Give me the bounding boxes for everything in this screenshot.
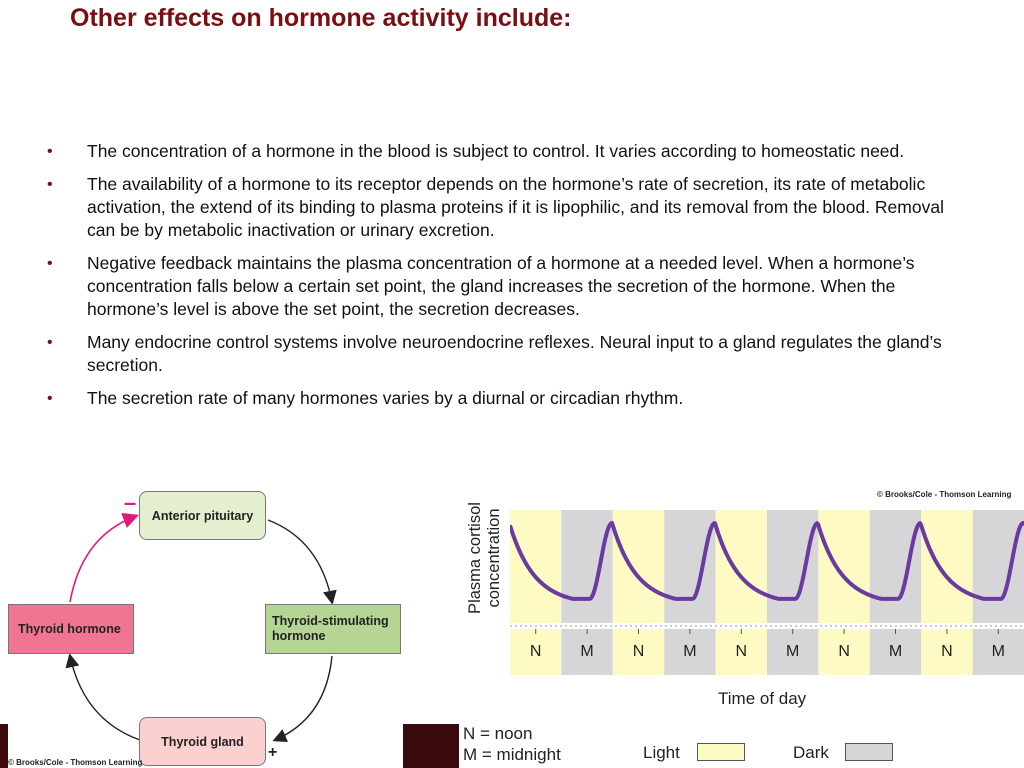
footer-bar-left [0, 724, 8, 768]
chart-credit: © Brooks/Cole - Thomson Learning [877, 490, 1012, 499]
x-tick-label: N [838, 643, 850, 660]
plus-sign: + [268, 744, 278, 761]
bullet-dot-icon: • [47, 143, 53, 160]
bullet-dot-icon: • [47, 390, 53, 407]
plot-band-dark [767, 510, 818, 623]
thyroid-hormone-label: Thyroid hormone [18, 622, 121, 636]
arrow-pituitary-to-tsh [268, 520, 332, 602]
x-tick-label: N [529, 643, 542, 660]
plot-band-light [921, 510, 972, 623]
bullet-item [44, 252, 964, 321]
plot-band-dark [561, 510, 612, 623]
arrow-hormone-to-pituitary [70, 516, 136, 602]
thyroid-gland-box [139, 717, 266, 766]
cortisol-plot [510, 505, 1024, 685]
bullet-text: Many endocrine control systems involve neuroendocrine reflexes. Neural input to a gland regulates the gland’s secretion. [87, 332, 942, 375]
legend-light-label: Light [643, 743, 680, 762]
x-tick-label: M [888, 643, 903, 660]
slide-title: Other effects on hormone activity include: [70, 4, 572, 32]
minus-sign: – [124, 490, 137, 515]
legend-light-swatch [697, 743, 745, 761]
x-tick-label: M [683, 643, 697, 660]
chart-ylabel-line2: concentration [485, 508, 503, 608]
thyroid-hormone-box [8, 604, 134, 654]
bullet-list [44, 140, 964, 420]
bullet-text: The availability of a hormone to its receptor depends on the hormone’s rate of secretion, its rate of metabolic activation, the extend of its binding to plasma proteins if it is lipophilic, and its removal from the blood. Removal can be by metabolic inactivation or urinary excretion. [87, 174, 944, 240]
legend-midnight: M = midnight [463, 745, 561, 764]
plot-band-dark [973, 510, 1024, 623]
x-tick-label: N [941, 643, 953, 660]
x-tick-label: N [735, 643, 748, 660]
plot-band-light [818, 510, 869, 623]
chart-xlabel: Time of day [718, 689, 807, 708]
x-tick-label: M [580, 643, 594, 660]
plot-band-dark [870, 510, 921, 623]
tsh-box [265, 604, 401, 654]
bullet-text: The secretion rate of many hormones varies by a diurnal or circadian rhythm. [87, 388, 684, 408]
bullet-text: The concentration of a hormone in the blood is subject to control. It varies according to homeostatic need. [87, 141, 905, 161]
bullet-item [44, 173, 964, 242]
tsh-label-line2: hormone [272, 629, 326, 643]
arrow-gland-to-hormone [70, 656, 140, 740]
thyroid-gland-label: Thyroid gland [161, 734, 244, 749]
bullet-dot-icon: • [47, 176, 53, 193]
bullet-text: Negative feedback maintains the plasma concentration of a hormone at a needed level. When a hormone’s concentration falls below a certain set point, the gland increases the secretion of the hormone. When the hormone’s level is above the set point, the secretion decreases. [87, 253, 915, 319]
legend-noon: N = noon [463, 724, 533, 743]
chart-ylabel-line1: Plasma cortisol [466, 502, 484, 614]
x-tick-label: M [786, 643, 800, 660]
x-tick-label: M [991, 643, 1005, 660]
tsh-label-line1: Thyroid-stimulating [272, 614, 389, 628]
x-tick-label: N [632, 643, 645, 660]
plot-band-light [613, 510, 664, 623]
plot-band-light [716, 510, 767, 623]
plot-band-dark [664, 510, 715, 623]
bullet-dot-icon: • [47, 255, 53, 272]
anterior-pituitary-label: Anterior pituitary [151, 508, 254, 523]
bullet-item [44, 331, 964, 377]
legend-dark-swatch [845, 743, 893, 761]
chart-ylabel [460, 488, 510, 628]
anterior-pituitary-box [139, 491, 266, 540]
bullet-item [44, 387, 964, 410]
legend-dark-label: Dark [793, 743, 829, 762]
plot-band-light [510, 510, 561, 623]
bullet-item [44, 140, 964, 163]
bullet-dot-icon: • [47, 334, 53, 351]
arrow-tsh-to-gland [275, 656, 332, 740]
diagram-credit: © Brooks/Cole - Thomson Learning [8, 758, 143, 767]
footer-bar-mid [403, 724, 459, 768]
